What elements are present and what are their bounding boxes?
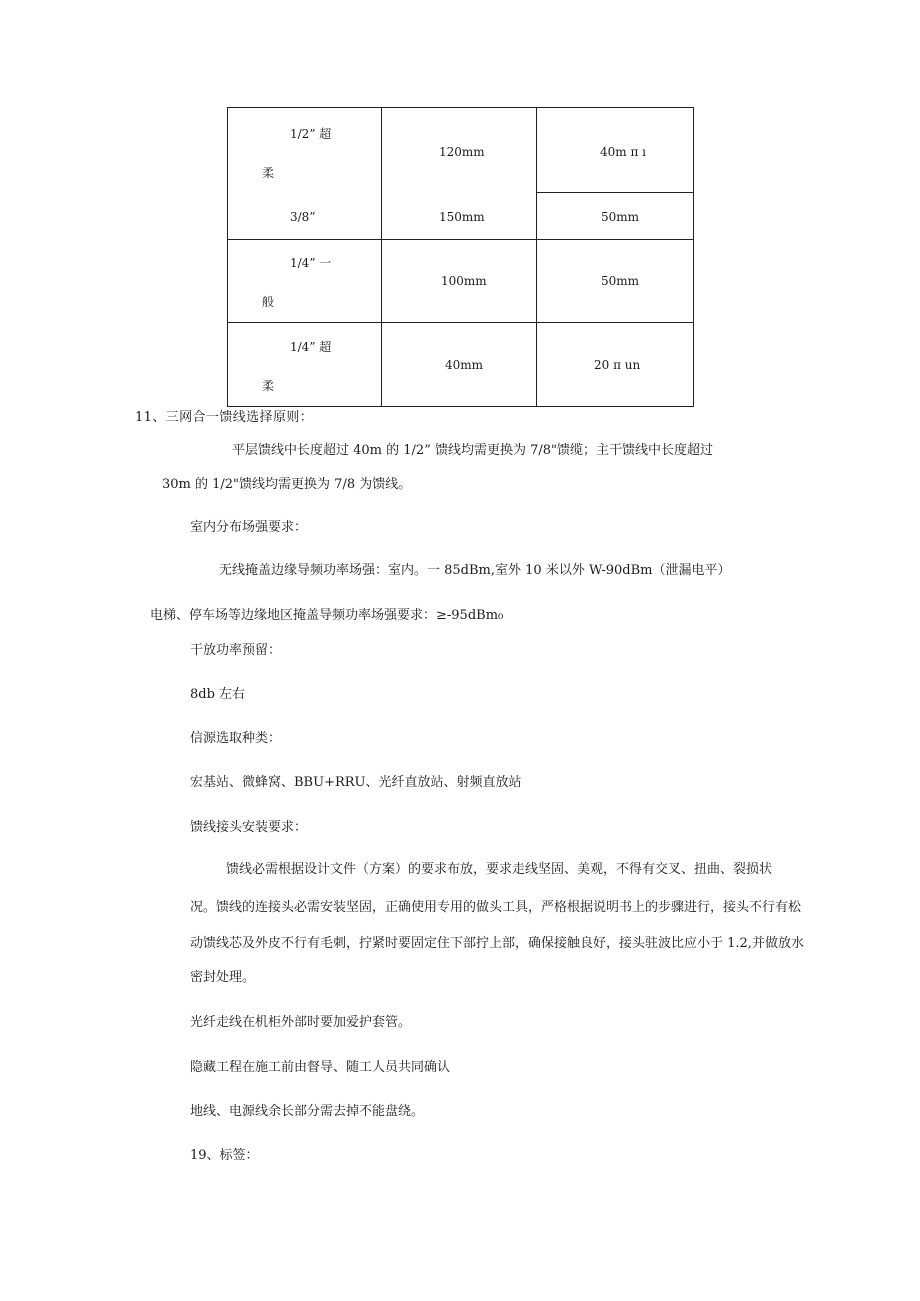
section-19-heading: 19、标签： — [190, 1148, 259, 1163]
power-value: 8db 左右 — [190, 687, 246, 702]
indoor-line-1: 无线掩盖边缘导频功率场强：室内。一 85dBm,室外 10 米以外 W-90dBm（泄漏电平） — [219, 563, 731, 578]
table-cell-value: 20 π un — [594, 358, 641, 372]
source-heading: 信源选取种类： — [190, 731, 282, 746]
table-cell-type-cont: 柔 — [262, 379, 275, 393]
table-cell-type: 3/8” — [290, 210, 316, 224]
table-cell-type: 1/2” 超 — [290, 127, 332, 141]
table-cell-type: 1/4” 超 — [290, 340, 332, 354]
table-col-divider-2 — [536, 107, 537, 407]
section-11-line-2: 30m 的 1/2"馈线均需更换为 7/8 为馈线。 — [162, 477, 412, 492]
section-11-heading: 11、三网合一馈线选择原则： — [135, 410, 314, 425]
table-row-divider-3 — [227, 322, 694, 323]
table-border-right — [693, 107, 694, 407]
table-row-divider-2 — [227, 239, 694, 240]
connector-heading: 馈线接头安装要求： — [190, 820, 308, 835]
cable-bend-table — [0, 0, 920, 410]
note-hidden: 隐藏工程在施工前由督导、随工人员共同确认 — [190, 1060, 451, 1075]
power-heading: 干放功率预留： — [190, 643, 282, 658]
source-value: 宏基站、微蜂窝、BBU+RRU、光纤直放站、射频直放站 — [190, 775, 522, 790]
table-border-bottom — [227, 406, 694, 407]
table-cell-type-cont: 般 — [262, 295, 275, 309]
table-cell-value: 40m π ı — [600, 145, 647, 159]
table-border-top — [227, 107, 694, 108]
indoor-line-2: 电梯、停车场等边缘地区掩盖导频功率场强要求：≥-95dBm₀ — [150, 608, 504, 623]
table-cell-value: 50mm — [601, 210, 640, 224]
table-cell-value: 50mm — [601, 274, 640, 288]
table-border-left — [227, 107, 228, 407]
connector-para-line-1: 馈线必需根据设计文件（方案）的要求布放，要求走线坚固、美观，不得有交叉、扭曲、裂损状 — [226, 862, 773, 877]
table-cell-type-cont: 柔 — [262, 166, 275, 180]
table-col-divider-1 — [381, 107, 382, 407]
section-11-line-1: 平层馈线中长度超过 40m 的 1/2” 馈线均需更换为 7/8"馈缆；主干馈线中长度超过 — [232, 443, 714, 458]
table-cell-radius: 40mm — [445, 358, 484, 372]
indoor-heading: 室内分布场强要求： — [190, 520, 308, 535]
table-cell-radius: 120mm — [439, 145, 485, 159]
table-cell-type: 1/4” 一 — [290, 256, 332, 270]
connector-para-line-2: 况。馈线的连接头必需安装坚固，正确使用专用的做头工具，严格根据说明书上的步骤进行，接头不行有松 — [190, 900, 802, 915]
note-fiber: 光纤走线在机柜外部时要加爱护套管。 — [190, 1015, 412, 1030]
table-cell-radius: 100mm — [441, 274, 487, 288]
table-cell-radius: 150mm — [439, 210, 485, 224]
table-row-divider-partial — [536, 192, 694, 193]
connector-para-line-4: 密封处理。 — [190, 970, 256, 985]
note-ground: 地线、电源线余长部分需去掉不能盘绕。 — [190, 1104, 425, 1119]
connector-para-line-3: 动馈线芯及外皮不行有毛刺，拧紧时要固定住下部拧上部，确保接触良好，接头驻波比应小于 1.2,并做放水 — [190, 936, 804, 951]
